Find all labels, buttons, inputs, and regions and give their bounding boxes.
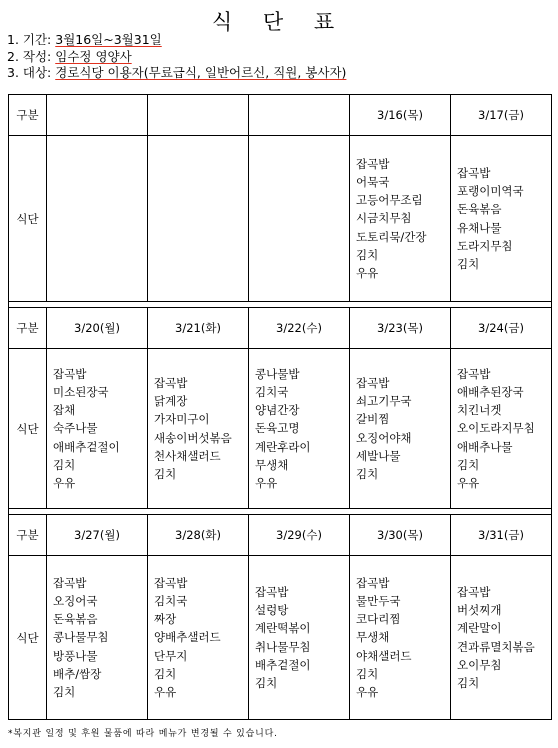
menu-item: 애배추겉절이 [53, 439, 120, 454]
day-header [249, 95, 350, 136]
info-period [7, 32, 162, 48]
menu-cell [451, 556, 552, 720]
menu-item: 코다리찜 [356, 612, 401, 627]
menu-item: 계란말이 [457, 621, 502, 636]
menu-item: 우유 [53, 476, 76, 490]
menu-item: 잡곡밥 [457, 165, 491, 180]
info-period-value: 3월16일~3월31일 [55, 32, 162, 47]
menu-cell [249, 136, 350, 302]
day-header: 3/31(금) [451, 515, 552, 556]
menu-item: 오징어국 [53, 593, 98, 608]
info-target [7, 65, 346, 81]
menu-item: 갈비찜 [356, 412, 390, 427]
menu-item: 김치 [356, 247, 379, 262]
menu-item: 김치 [457, 675, 480, 690]
day-header [148, 95, 249, 136]
menu-item: 김치 [457, 457, 480, 472]
menu-cell [451, 136, 552, 302]
day-header: 3/20(월) [47, 308, 148, 349]
day-header: 3/22(수) [249, 308, 350, 349]
menu-item: 돈육볶음 [457, 202, 502, 217]
menu-item: 오이무침 [457, 657, 502, 672]
menu-item: 고등어무조림 [356, 193, 423, 208]
menu-item: 배추겉절이 [255, 657, 311, 672]
menu-cell [47, 556, 148, 720]
menu-item: 김치국 [255, 384, 289, 399]
menu-item: 애배추나물 [457, 439, 513, 454]
menu-label: 식단 [9, 349, 47, 509]
menu-cell [47, 136, 148, 302]
menu-item: 야채샐러드 [356, 648, 412, 663]
menu-item: 잡채 [53, 403, 76, 418]
menu-item: 시금치무침 [356, 211, 412, 226]
menu-item: 김치 [356, 666, 379, 681]
menu-item: 닭계장 [154, 394, 188, 409]
menu-item: 천사채샐러드 [154, 448, 221, 463]
menu-item: 새송이버섯볶음 [154, 430, 232, 445]
menu-item: 버섯찌개 [457, 603, 502, 618]
menu-item: 잡곡밥 [356, 156, 390, 171]
menu-item: 무생채 [255, 457, 289, 472]
week-menu-row [9, 349, 552, 509]
header-label: 구분 [9, 515, 47, 556]
menu-item: 단무지 [154, 648, 188, 663]
menu-item: 애배추된장국 [457, 384, 524, 399]
day-header: 3/21(화) [148, 308, 249, 349]
menu-item: 숙주나물 [53, 421, 98, 436]
footer-note: *복지관 일정 및 후원 물품에 따라 메뉴가 변경될 수 있습니다. [8, 729, 278, 739]
menu-item: 오징어야채 [356, 430, 412, 445]
menu-item: 방풍나물 [53, 648, 98, 663]
menu-item: 양배추샐러드 [154, 630, 221, 645]
menu-item: 무생채 [356, 630, 390, 645]
menu-item: 우유 [457, 476, 480, 490]
menu-label: 식단 [9, 136, 47, 302]
week-menu-row [9, 136, 552, 302]
menu-cell [148, 556, 249, 720]
menu-item: 계란떡볶이 [255, 621, 311, 636]
menu-item: 우유 [356, 266, 379, 280]
day-header: 3/30(목) [350, 515, 451, 556]
day-header [47, 95, 148, 136]
menu-item: 어묵국 [356, 174, 390, 189]
menu-item: 오이도라지무침 [457, 421, 535, 436]
menu-item: 돈육볶음 [53, 612, 98, 627]
menu-item: 우유 [255, 476, 278, 490]
info-target-value: 경로식당 이용자(무료급식, 일반어르신, 직원, 봉사자) [55, 65, 347, 80]
menu-cell [350, 136, 451, 302]
menu-item: 잡곡밥 [255, 584, 289, 599]
week-header-row [9, 308, 552, 349]
week-menu-row [9, 556, 552, 720]
menu-item: 잡곡밥 [457, 366, 491, 381]
menu-label: 식단 [9, 556, 47, 720]
menu-item: 김치 [457, 256, 480, 271]
info-author-value: 임수정 영양사 [55, 49, 132, 64]
info-author-label: 2. 작성: [7, 49, 56, 64]
menu-item: 포랭이미역국 [457, 184, 524, 199]
menu-cell [249, 556, 350, 720]
day-header: 3/28(화) [148, 515, 249, 556]
menu-item: 세발나물 [356, 448, 401, 463]
menu-cell [350, 349, 451, 509]
menu-item: 계란후라이 [255, 439, 311, 454]
menu-table [8, 94, 552, 720]
day-header: 3/16(목) [350, 95, 451, 136]
week-header-row [9, 515, 552, 556]
info-author [7, 49, 132, 65]
menu-cell [350, 556, 451, 720]
menu-item: 가자미구이 [154, 412, 210, 427]
day-header: 3/23(목) [350, 308, 451, 349]
menu-item: 도라지무침 [457, 238, 513, 253]
menu-item: 견과류멸치볶음 [457, 639, 535, 654]
day-header: 3/29(수) [249, 515, 350, 556]
menu-item: 김치 [53, 685, 76, 699]
menu-item: 김치 [53, 457, 76, 472]
menu-item: 물만두국 [356, 593, 401, 608]
menu-item: 잡곡밥 [356, 575, 390, 590]
menu-item: 유채나물 [457, 220, 502, 235]
day-header: 3/24(금) [451, 308, 552, 349]
menu-item: 쇠고기무국 [356, 394, 412, 409]
menu-item: 잡곡밥 [457, 584, 491, 599]
day-header: 3/17(금) [451, 95, 552, 136]
menu-item: 취나물무침 [255, 639, 311, 654]
menu-item: 김치 [154, 666, 177, 681]
menu-item: 잡곡밥 [356, 375, 390, 390]
header-label: 구분 [9, 308, 47, 349]
menu-item: 돈육고명 [255, 421, 300, 436]
menu-item: 미소된장국 [53, 384, 109, 399]
menu-item: 콩나물밥 [255, 366, 300, 381]
menu-item: 콩나물무침 [53, 630, 109, 645]
menu-item: 잡곡밥 [154, 375, 188, 390]
menu-item: 설렁탕 [255, 603, 289, 618]
menu-cell [249, 349, 350, 509]
menu-item: 잡곡밥 [154, 575, 188, 590]
info-period-label: 1. 기간: [7, 32, 56, 47]
menu-cell [148, 349, 249, 509]
header-label: 구분 [9, 95, 47, 136]
menu-item: 도토리묵/간장 [356, 229, 427, 244]
menu-item: 김치 [154, 466, 177, 481]
menu-item: 잡곡밥 [53, 575, 87, 590]
info-target-label: 3. 대상: [7, 65, 56, 80]
menu-cell [148, 136, 249, 302]
page-title: 식 단 표 [211, 10, 347, 34]
menu-item: 잡곡밥 [53, 366, 87, 381]
menu-item: 우유 [154, 685, 177, 699]
menu-item: 김치국 [154, 593, 188, 608]
day-header: 3/27(월) [47, 515, 148, 556]
menu-item: 짜장 [154, 612, 177, 627]
menu-cell [47, 349, 148, 509]
menu-cell [451, 349, 552, 509]
menu-item: 양념간장 [255, 403, 300, 418]
menu-item: 김치 [255, 675, 278, 690]
menu-item: 배추/쌈장 [53, 666, 102, 681]
menu-item: 치킨너겟 [457, 403, 502, 418]
menu-item: 우유 [356, 685, 379, 699]
week-header-row [9, 95, 552, 136]
menu-item: 김치 [356, 466, 379, 481]
